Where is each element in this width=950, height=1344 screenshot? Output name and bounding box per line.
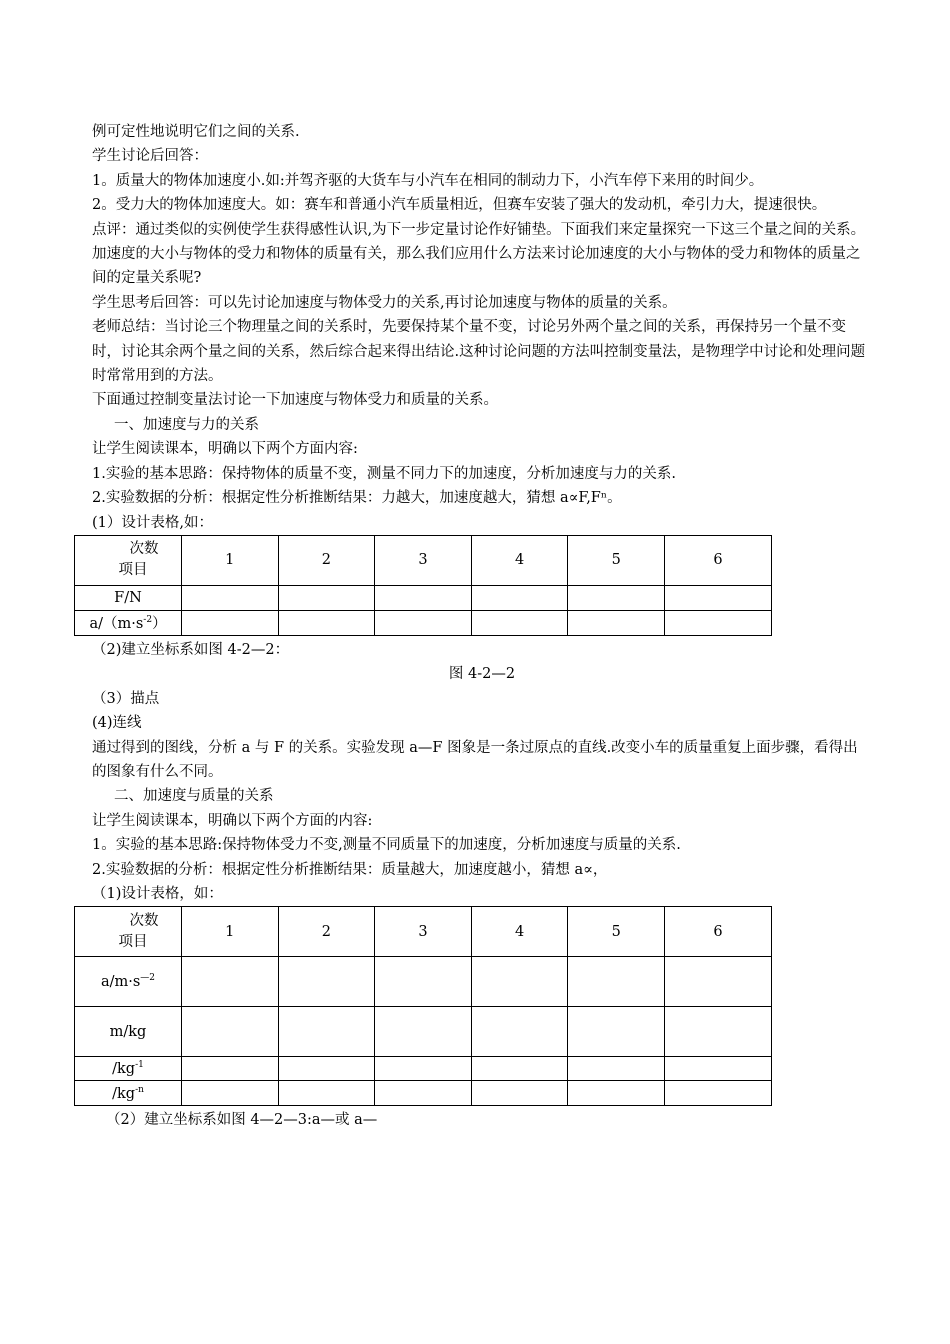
row-label-sup: —2: [140, 973, 156, 984]
table-cell: [568, 1081, 665, 1106]
section-heading: 二、加速度与质量的关系: [114, 788, 274, 805]
table-cell: [665, 1081, 772, 1106]
row-label-sup: -2: [143, 615, 153, 626]
paragraph: 1。质量大的物体加速度小.如:并驾齐驱的大货车与小汽车在相同的制动力下，小汽车停下来用的时间少。: [92, 172, 764, 189]
header-top-label: 次数: [129, 912, 159, 929]
column-header: 4: [471, 535, 568, 585]
paragraph: 例可定性地说明它们之间的关系.: [92, 124, 300, 140]
table-cell: [278, 1057, 375, 1081]
table-row: [75, 907, 772, 957]
table-cell: [278, 1081, 375, 1106]
header-top-label: 次数: [129, 541, 159, 558]
paragraph: 让学生阅读课本，明确以下两个方面内容:: [92, 441, 358, 458]
table-row: [75, 535, 772, 585]
table-cell: [568, 610, 665, 635]
table-cell: [665, 1007, 772, 1057]
table-cell: [471, 1007, 568, 1057]
figure-label: 图 4-2—2: [448, 666, 516, 683]
paragraph: 学生讨论后回答：: [92, 148, 208, 165]
paragraph: （2）建立坐标系如图 4—2—3:a—或 a—: [106, 1112, 378, 1129]
column-header: 6: [665, 535, 772, 585]
table-row: [75, 1007, 772, 1057]
mass-table: [74, 906, 772, 1106]
force-table: [74, 535, 772, 636]
paragraph: 学生思考后回答：可以先讨论加速度与物体受力的关系,再讨论加速度与物体的质量的关系。: [92, 294, 677, 311]
row-label: m/kg: [75, 1007, 182, 1057]
paragraph: 下面通过控制变量法讨论一下加速度与物体受力和质量的关系。: [92, 392, 498, 409]
table-row: [75, 1081, 772, 1106]
table-cell: [375, 1007, 472, 1057]
column-header: 1: [182, 907, 279, 957]
table-cell: [278, 585, 375, 610]
paragraph: 1.实验的基本思路：保持物体的质量不变，测量不同力下的加速度，分析加速度与力的关系.: [92, 465, 676, 482]
column-header: 3: [375, 907, 472, 957]
row-label-text: /kg: [112, 1061, 136, 1078]
row-label-sup: -n: [135, 1084, 144, 1095]
table-cell: [375, 1081, 472, 1106]
table-cell: [568, 585, 665, 610]
row-label-sup: -1: [135, 1060, 144, 1071]
paragraph: 让学生阅读课本，明确以下两个方面的内容:: [92, 812, 373, 829]
table-cell: [665, 957, 772, 1007]
row-label: F/N: [75, 585, 182, 610]
section-heading: 一、加速度与力的关系: [114, 416, 259, 433]
table-cell: [278, 1007, 375, 1057]
column-header: 3: [375, 535, 472, 585]
paragraph: 1。实验的基本思路:保持物体受力不变,测量不同质量下的加速度，分析加速度与质量的关系.: [92, 837, 681, 854]
column-header: 2: [278, 907, 375, 957]
paragraph: 2.实验数据的分析：根据定性分析推断结果：力越大，加速度越大，猜想 a∝F,Fⁿ。: [92, 490, 622, 507]
table-cell: [278, 957, 375, 1007]
paragraph: 2。受力大的物体加速度大。如：赛车和普通小汽车质量相近，但赛车安装了强大的发动机，牵引力大，提速很快。: [92, 197, 827, 214]
table-row: [75, 957, 772, 1007]
table-caption: (1）设计表格,如：: [92, 514, 213, 531]
column-header: 4: [471, 907, 568, 957]
table-cell: [375, 1057, 472, 1081]
table-cell: [471, 1081, 568, 1106]
table-cell: [471, 585, 568, 610]
paragraph: (4)连线: [92, 715, 142, 732]
table-cell: [182, 610, 279, 635]
table-cell: [375, 957, 472, 1007]
table-cell: [471, 610, 568, 635]
paragraph: 老师总结：当讨论三个物理量之间的关系时，先要保持某个量不变，讨论另外两个量之间的关系，再保持另一个量不变时，讨论其余两个量之间的关系，然后综合起来得出结论.这种讨论问题的方法叫控制变量法，是物理学中讨论和处理问题时常常用到的方法。: [92, 319, 866, 385]
column-header: 5: [568, 907, 665, 957]
table-header-corner: [75, 907, 182, 957]
table-cell: [182, 957, 279, 1007]
paragraph: （2)建立坐标系如图 4-2—2：: [92, 641, 290, 658]
row-label-text: /kg: [112, 1085, 136, 1102]
column-header: 5: [568, 535, 665, 585]
paragraph: （3）描点: [92, 690, 160, 707]
table-cell: [665, 1057, 772, 1081]
table-row: [75, 585, 772, 610]
row-label: [75, 1081, 182, 1106]
table-cell: [665, 585, 772, 610]
table-cell: [471, 1057, 568, 1081]
row-label-text: a/（m·s: [89, 616, 144, 633]
table-cell: [278, 610, 375, 635]
row-label: [75, 957, 182, 1007]
table-header-corner: [75, 535, 182, 585]
table-cell: [182, 1007, 279, 1057]
table-cell: [471, 957, 568, 1007]
table-cell: [375, 585, 472, 610]
paragraph: 加速度的大小与物体的受力和物体的质量有关，那么我们应用什么方法来讨论加速度的大小与物体的受力和物体的质量之间的定量关系呢?: [92, 246, 861, 287]
table-cell: [568, 1007, 665, 1057]
table-row: [75, 1057, 772, 1081]
paragraph: 通过得到的图线，分析 a 与 F 的关系。实验发现 a—F 图象是一条过原点的直线.改变小车的质量重复上面步骤，看得出的图象有什么不同。: [92, 739, 858, 780]
column-header: 2: [278, 535, 375, 585]
table-cell: [568, 1057, 665, 1081]
table-row: [75, 610, 772, 635]
table-cell: [182, 585, 279, 610]
table-cell: [665, 610, 772, 635]
row-label: [75, 1057, 182, 1081]
table-cell: [182, 1057, 279, 1081]
table-cell: [182, 1081, 279, 1106]
header-bottom-label: 项目: [118, 562, 148, 579]
header-bottom-label: 项目: [118, 933, 148, 950]
table-caption: （1)设计表格，如：: [92, 885, 223, 902]
column-header: 6: [665, 907, 772, 957]
table-cell: [375, 610, 472, 635]
row-label-end: ）: [152, 616, 167, 633]
paragraph: 点评：通过类似的实例使学生获得感性认识,为下一步定量讨论作好铺垫。下面我们来定量探究一下这三个量之间的关系。: [92, 221, 866, 238]
paragraph: 2.实验数据的分析：根据定性分析推断结果：质量越大，加速度越小，猜想 a∝，: [92, 861, 608, 878]
column-header: 1: [182, 535, 279, 585]
row-label-text: a/m·s: [100, 974, 141, 991]
document-page: [89, 120, 872, 1133]
row-label: [75, 610, 182, 635]
table-cell: [568, 957, 665, 1007]
